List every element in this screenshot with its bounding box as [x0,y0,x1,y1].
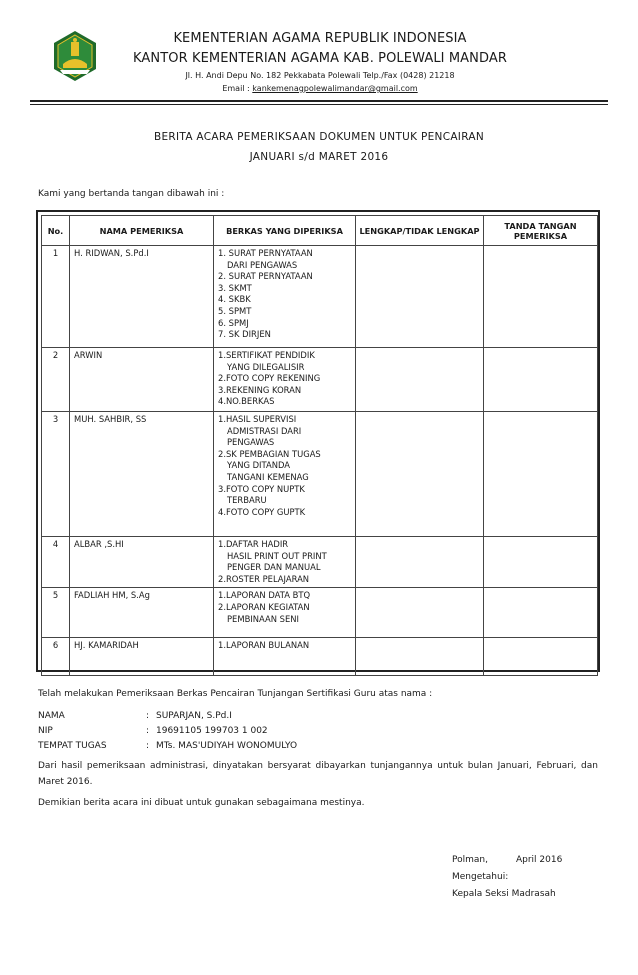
header-berkas: BERKAS YANG DIPERIKSA [214,216,356,246]
document-item: PENGER DAN MANUAL [227,562,321,573]
office-address: Jl. H. Andi Depu No. 182 Pekkabata Polewali Telp./Fax (0428) 21218 [185,71,455,80]
document-item: 3. SKMT [218,282,252,293]
document-item: 2.LAPORAN KEGIATAN [218,601,310,612]
office-name: KANTOR KEMENTERIAN AGAMA KAB. POLEWALI MANDAR [133,51,507,66]
signature-know: Mengetahui: [452,872,509,882]
document-item: YANG DITANDA [227,460,291,471]
document-item: TANGANI KEMENAG [227,471,309,482]
document-item: 1.HASIL SUPERVISI [218,414,297,424]
examination-table [41,215,598,676]
result-paragraph: Dari hasil pemeriksaan administrasi, dinyatakan bersyarat dibayarkan tunjangannya untuk bulan Januari, Februari, dan Maret 2016. [38,761,598,787]
signature-place: Polman, [452,855,488,865]
document-item: 4.FOTO COPY GUPTK [218,506,306,517]
row-signature-cell[interactable] [484,588,598,638]
letterhead-rule-thin [30,104,608,105]
table-body [42,246,598,676]
field-value: MTs. MAS'UDIYAH WONOMULYO [156,741,298,751]
document-item: 1.SERTIFIKAT PENDIDIK [218,350,315,360]
document-item: 2.ROSTER PELAJARAN [218,573,310,584]
ministry-name: KEMENTERIAN AGAMA REPUBLIK INDONESIA [173,31,467,46]
office-email-line [110,82,530,95]
field-label: NAMA [38,711,65,721]
row-number: 4 [42,537,70,588]
email-label: Email : [222,84,253,93]
row-documents [214,246,356,348]
row-number: 6 [42,638,70,676]
document-item: PEMBINAAN SENI [227,613,300,624]
row-complete-cell[interactable] [356,537,484,588]
letterhead-rule-thick [30,100,608,102]
document-item: 3.FOTO COPY NUPTK [218,483,305,494]
email-link[interactable]: kankemenagpolewalimandar@gmail.com [252,84,418,93]
signature-place-date [452,852,562,869]
field-nip: NIP : 19691105 199703 1 002 [38,726,268,736]
document-item: 1.LAPORAN BULANAN [218,640,310,651]
examination-table-frame [36,210,600,672]
row-documents [214,588,356,638]
document-item: PENGAWAS [227,437,275,448]
row-complete-cell[interactable] [356,588,484,638]
field-label: TEMPAT TUGAS [38,741,107,751]
row-complete-cell[interactable] [356,246,484,348]
row-complete-cell[interactable] [356,412,484,537]
row-signature-cell[interactable] [484,638,598,676]
row-signature-cell[interactable] [484,412,598,537]
letterhead [110,29,530,95]
document-item: 3.REKENING KORAN [218,384,302,395]
row-examiner-name: ARWIN [70,348,214,412]
document-item: 4. SKBK [218,294,251,305]
document-item: 2.SK PEMBAGIAN TUGAS [218,448,321,459]
title-line-1: BERITA ACARA PEMERIKSAAN DOKUMEN UNTUK PENCAIRAN [153,131,485,143]
intro-text: Kami yang bertanda tangan dibawah ini : [38,189,225,199]
document-item: 2.FOTO COPY REKENING [218,373,321,384]
document-item: 1. SURAT PERNYATAAN [218,248,313,258]
row-examiner-name: H. RIDWAN, S.Pd.I [70,246,214,348]
kemenag-logo [50,30,100,82]
document-item: 2. SURAT PERNYATAAN [218,271,313,282]
closing-paragraph: Demikian berita acara ini dibuat untuk gunakan sebagaimana mestinya. [38,798,365,808]
row-examiner-name: ALBAR ,S.HI [70,537,214,588]
header-lengkap: LENGKAP/TIDAK LENGKAP [356,216,484,246]
row-documents [214,348,356,412]
field-tempat-tugas: TEMPAT TUGAS : MTs. MAS'UDIYAH WONOMULYO [38,741,298,751]
row-signature-cell[interactable] [484,246,598,348]
document-item: HASIL PRINT OUT PRINT [227,550,327,561]
header-tanda-tangan: TANDA TANGAN PEMERIKSA [484,216,598,246]
signature-role: Kepala Seksi Madrasah [452,889,556,899]
table-row [42,588,598,638]
table-row [42,537,598,588]
document-item: 1.LAPORAN DATA BTQ [218,590,311,601]
row-documents [214,412,356,537]
row-examiner-name: MUH. SAHBIR, SS [70,412,214,537]
document-title [0,127,638,167]
row-number: 2 [42,348,70,412]
document-item: 7. SK DIRJEN [218,329,271,340]
row-number: 3 [42,412,70,537]
signature-date: April 2016 [515,855,563,865]
row-number: 5 [42,588,70,638]
field-label: NIP [38,726,53,736]
document-item: YANG DILEGALISIR [227,361,305,372]
row-complete-cell[interactable] [356,638,484,676]
table-row [42,412,598,537]
document-item: DARI PENGAWAS [227,259,298,270]
document-item: 5. SPMT [218,305,252,316]
row-complete-cell[interactable] [356,348,484,412]
table-row [42,348,598,412]
statement-text: Telah melakukan Pemeriksaan Berkas Pencairan Tunjangan Sertifikasi Guru atas nama : [38,689,433,699]
signature-block [452,852,562,903]
document-item: ADMISTRASI DARI [227,425,302,436]
row-documents [214,638,356,676]
document-item: 4.NO.BERKAS [218,396,275,407]
document-item: 6. SPMJ [218,317,249,328]
table-row [42,246,598,348]
table-header-row [42,216,598,246]
row-signature-cell[interactable] [484,348,598,412]
document-item: 1.DAFTAR HADIR [218,539,289,549]
row-examiner-name: FADLIAH HM, S.Ag [70,588,214,638]
title-line-2: JANUARI s/d MARET 2016 [249,151,389,163]
field-value: SUPARJAN, S.Pd.I [156,711,232,721]
table-row [42,638,598,676]
row-examiner-name: HJ. KAMARIDAH [70,638,214,676]
header-nama: NAMA PEMERIKSA [70,216,214,246]
row-number: 1 [42,246,70,348]
document-item: TERBARU [227,495,267,506]
field-value: 19691105 199703 1 002 [156,726,268,736]
header-no: No. [42,216,70,246]
field-nama: NAMA : SUPARJAN, S.Pd.I [38,711,232,721]
row-documents [214,537,356,588]
row-signature-cell[interactable] [484,537,598,588]
